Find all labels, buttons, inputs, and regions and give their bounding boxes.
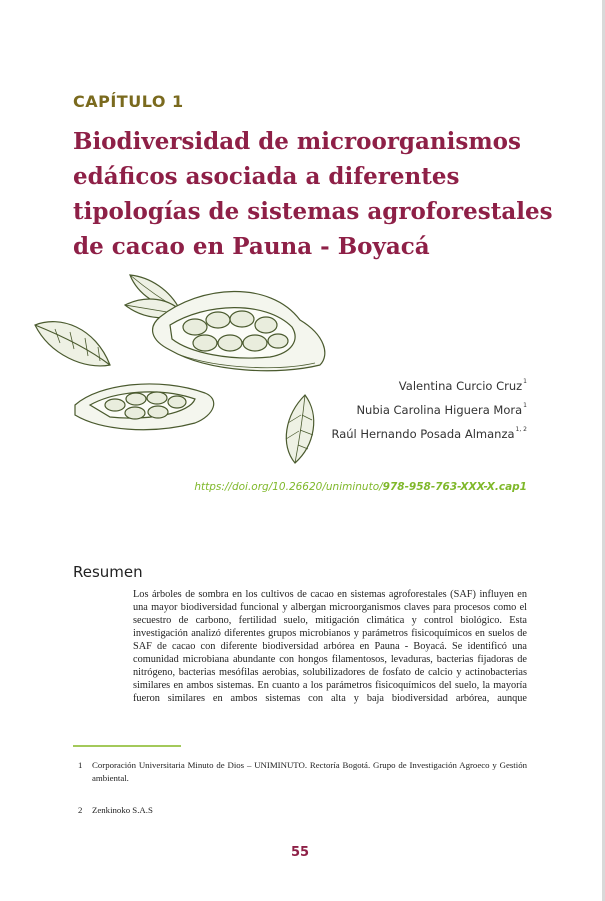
footnote-number: 2 — [78, 805, 83, 815]
author — [331, 374, 527, 398]
title-line: tipologías de sistemas agroforestales — [73, 198, 553, 225]
author-list — [331, 374, 527, 446]
doi-link[interactable] — [194, 481, 527, 493]
chapter-label: CAPÍTULO 1 — [73, 92, 184, 111]
doi-suffix: 978-958-763-XXX-X.cap1 — [382, 481, 527, 493]
footnote-divider — [73, 745, 181, 747]
author-name: Raúl Hernando Posada Almanza — [331, 427, 515, 441]
footnote — [73, 759, 527, 785]
page-number: 55 — [290, 845, 310, 860]
footnote-number: 1 — [78, 760, 83, 770]
cacao-pod-half-icon — [75, 384, 214, 430]
cacao-pod-illustration-icon — [30, 265, 340, 470]
author-affiliation: 1 — [523, 402, 527, 409]
cacao-pod-open-icon — [153, 291, 325, 370]
abstract-text: Los árboles de sombra en los cultivos de cacao en sistemas agroforestales (SAF) influyen en una mayor biodiversidad funcional y albergan microorganismos claves para procesos como el secuestro de carbono, fertilidad suelo, mitigación climática y control biológico. Esta investigación analizó diferentes grupos microbianos y parámetros fisicoquímicos en suelos de SAF de cacao con diferente biodiversidad arbórea en Pauna - Boyacá. Se identificó una comunidad microbiana abundante con hongos filamentosos, levaduras, bacterias fijadoras de nitrógeno, bacterias mesófilas aerobias, solubilizadores de fosfato de calcio y actinobacterias similares en ambos sistemas. En cuanto a los parámetros fisicoquímicos del suelo, la mayoría fueron similares en ambos sistemas con alta y baja biodiversidad arbórea, aunque — [133, 589, 527, 704]
title-line: edáficos asociada a diferentes — [73, 163, 460, 190]
abstract-heading: Resumen — [73, 563, 143, 581]
footnote-text: Zenkinoko S.A.S — [92, 805, 153, 815]
author — [331, 422, 527, 446]
doi-prefix: https://doi.org/10.26620/uniminuto/ — [194, 481, 383, 493]
author-name: Nubia Carolina Higuera Mora — [356, 403, 523, 417]
footnote — [73, 804, 527, 817]
cacao-leaf-icon — [35, 322, 110, 366]
cacao-leaf-icon — [286, 395, 314, 463]
author-name: Valentina Curcio Cruz — [398, 379, 523, 393]
footnote-text: Corporación Universitaria Minuto de Dios – UNIMINUTO. Rectoría Bogotá. Grupo de Investigación Agroeco y Gestión ambiental. — [92, 760, 527, 783]
author-affiliation: 1, 2 — [515, 426, 527, 433]
title-line: Biodiversidad de microorganismos — [73, 128, 521, 155]
author — [331, 398, 527, 422]
author-affiliation: 1 — [523, 378, 527, 385]
chapter-title — [73, 124, 553, 264]
title-line: de cacao en Pauna - Boyacá — [73, 233, 430, 260]
